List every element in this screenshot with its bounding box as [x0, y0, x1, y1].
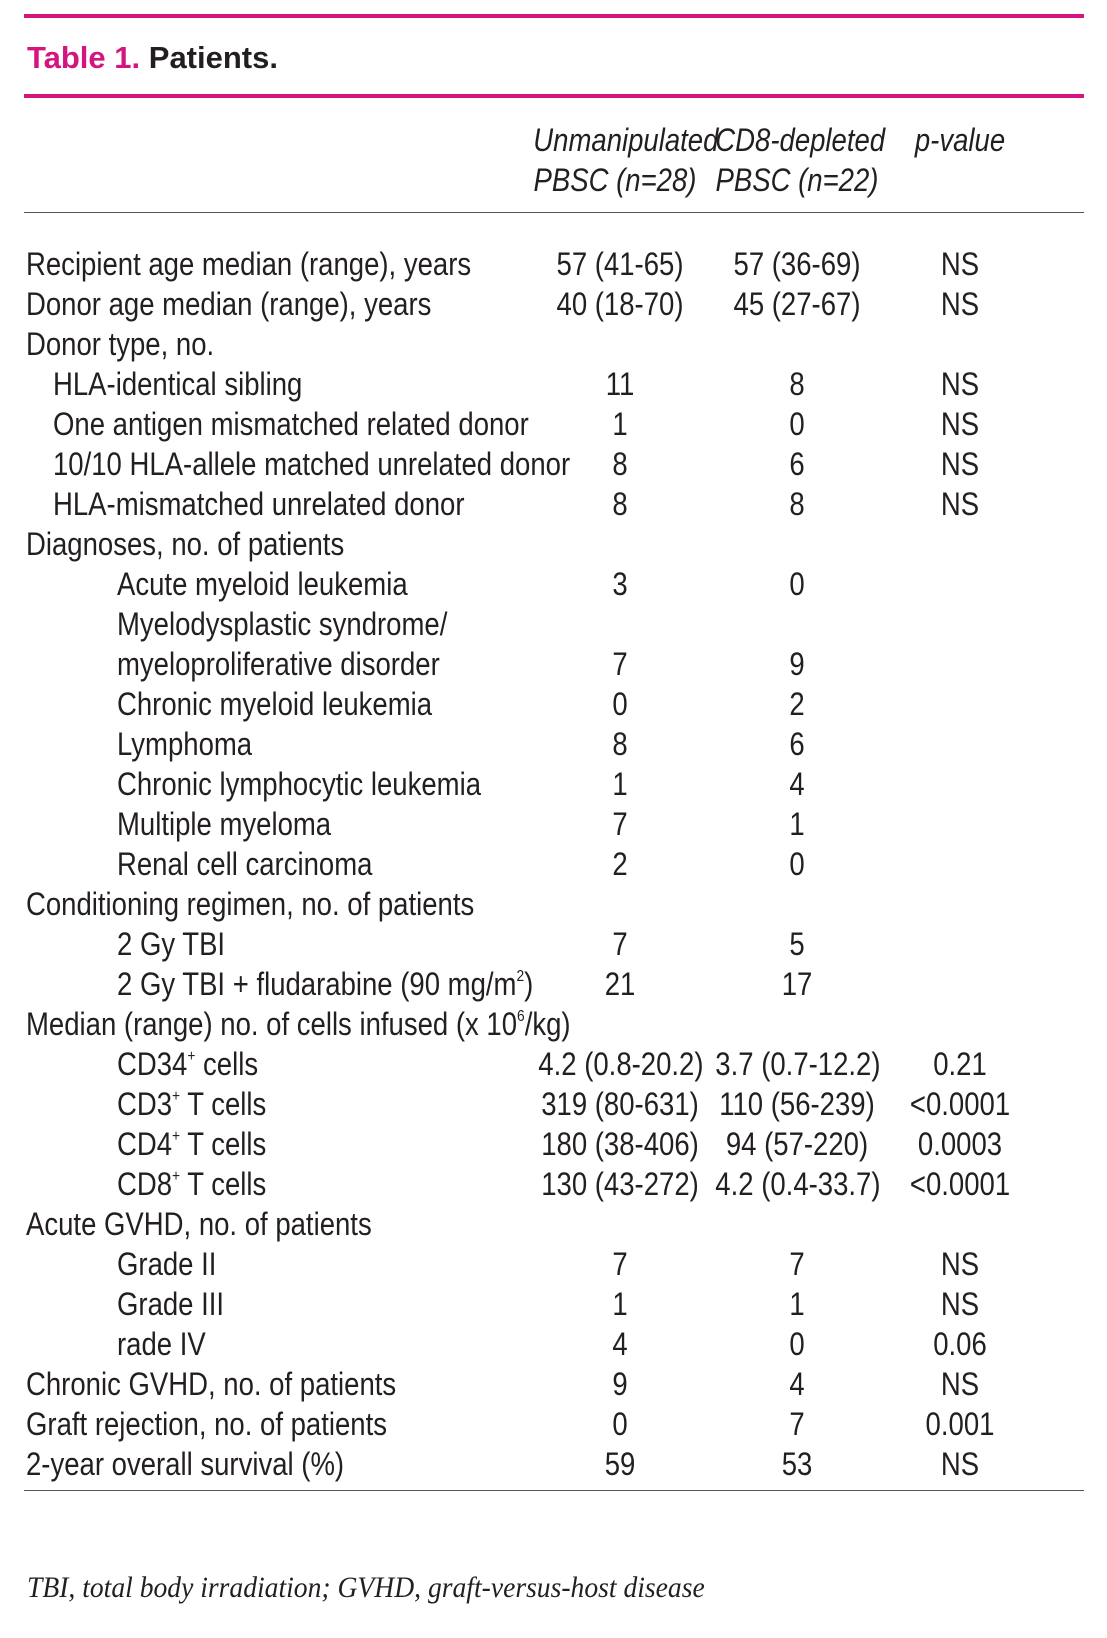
- unmanipulated-value: 11: [605, 366, 635, 402]
- cd8-depleted-value: 0: [789, 406, 805, 442]
- p-value: NS: [940, 246, 980, 282]
- table-row: [0, 524, 1107, 564]
- row-label: Diagnoses, no. of patients: [26, 526, 345, 562]
- column-header-p-value: p-value: [914, 122, 1006, 158]
- table-row: [0, 444, 1107, 484]
- unmanipulated-value: 9: [612, 1366, 628, 1402]
- superscript: +: [172, 1128, 181, 1145]
- row-label: Chronic myeloid leukemia: [117, 686, 433, 722]
- unmanipulated-value: 0: [612, 1406, 628, 1442]
- unmanipulated-value: 0: [612, 686, 628, 722]
- p-value: NS: [940, 1366, 980, 1402]
- row-label: CD8+ T cells: [117, 1166, 267, 1202]
- superscript: 6: [517, 1008, 525, 1025]
- row-label: Conditioning regimen, no. of patients: [26, 886, 475, 922]
- table-row: [0, 884, 1107, 924]
- row-label: 10/10 HLA-allele matched unrelated donor: [53, 446, 571, 482]
- table-row: [0, 1324, 1107, 1364]
- table-body: [0, 244, 1107, 1484]
- cd8-depleted-value: 5: [789, 926, 805, 962]
- table-row: [0, 1204, 1107, 1244]
- superscript: +: [172, 1088, 181, 1105]
- row-label: Renal cell carcinoma: [117, 846, 373, 882]
- row-label: HLA-mismatched unrelated donor: [53, 486, 465, 522]
- p-value: NS: [940, 1286, 980, 1322]
- table-row: [0, 284, 1107, 324]
- unmanipulated-value: 4: [612, 1326, 628, 1362]
- row-label: myeloproliferative disorder: [117, 646, 440, 682]
- row-label: Multiple myeloma: [117, 806, 332, 842]
- table-row: [0, 564, 1107, 604]
- row-label: rade IV: [117, 1326, 206, 1362]
- p-value: 0.21: [933, 1046, 987, 1082]
- bottom-rule: [24, 1490, 1084, 1491]
- column-header-cd8-depleted: CD8-depleted PBSC (n=22): [715, 122, 886, 198]
- cd8-depleted-value: 3.7 (0.7-12.2): [715, 1046, 881, 1082]
- table-row: [0, 644, 1107, 684]
- table-row: [0, 244, 1107, 284]
- table-row: [0, 1244, 1107, 1284]
- cd8-depleted-value: 17: [781, 966, 813, 1002]
- unmanipulated-value: 2: [612, 846, 628, 882]
- unmanipulated-value: 130 (43-272): [541, 1166, 699, 1202]
- cd8-depleted-value: 1: [789, 1286, 805, 1322]
- cd8-depleted-value: 0: [789, 846, 805, 882]
- table-row: [0, 844, 1107, 884]
- row-label: Chronic GVHD, no. of patients: [26, 1366, 397, 1402]
- top-rule: [24, 14, 1084, 18]
- cd8-depleted-value: 7: [789, 1406, 805, 1442]
- cd8-depleted-value: 110 (56-239): [719, 1086, 875, 1122]
- cd8-depleted-value: 4: [789, 1366, 805, 1402]
- footnote: TBI, total body irradiation; GVHD, graft-versus-host disease: [27, 1571, 705, 1604]
- table-row: [0, 1364, 1107, 1404]
- table-row: [0, 324, 1107, 364]
- row-label: 2-year overall survival (%): [26, 1446, 345, 1482]
- p-value: 0.001: [925, 1406, 995, 1442]
- cd8-depleted-value: 94 (57-220): [725, 1126, 869, 1162]
- unmanipulated-value: 4.2 (0.8-20.2): [538, 1046, 704, 1082]
- p-value: NS: [940, 1446, 980, 1482]
- table-row: [0, 924, 1107, 964]
- cd8-depleted-value: 8: [789, 366, 805, 402]
- superscript: +: [172, 1168, 181, 1185]
- row-label: Donor age median (range), years: [26, 286, 432, 322]
- table-row: [0, 1044, 1107, 1084]
- table-row: [0, 364, 1107, 404]
- unmanipulated-value: 7: [612, 1246, 628, 1282]
- row-label: Chronic lymphocytic leukemia: [117, 766, 482, 802]
- row-label: 2 Gy TBI + fludarabine (90 $mg/m^2$): [117, 966, 534, 1002]
- cd8-depleted-value: 8: [789, 486, 805, 522]
- unmanipulated-value: 40 (18-70): [556, 286, 684, 322]
- superscript: +: [187, 1048, 196, 1065]
- cd8-depleted-value: 6: [789, 726, 805, 762]
- table-row: [0, 1084, 1107, 1124]
- unmanipulated-value: 1: [612, 406, 628, 442]
- unmanipulated-value: 7: [612, 806, 628, 842]
- table-name: Patients.: [148, 40, 278, 75]
- p-value: <0.0001: [909, 1166, 1011, 1202]
- p-value: NS: [940, 406, 980, 442]
- row-label: Grade III: [117, 1286, 225, 1322]
- cd8-depleted-value: 9: [789, 646, 805, 682]
- unmanipulated-value: 59: [604, 1446, 636, 1482]
- title-rule: [24, 94, 1084, 98]
- unmanipulated-value: 7: [612, 646, 628, 682]
- cd8-depleted-value: 57 (36-69): [733, 246, 861, 282]
- column-header-unmanipulated: Unmanipulated PBSC (n=28): [533, 122, 719, 198]
- table-row: [0, 1284, 1107, 1324]
- cd8-depleted-value: 53: [781, 1446, 813, 1482]
- unmanipulated-value: 8: [612, 726, 628, 762]
- table-title: [27, 40, 278, 76]
- row-label: Acute myeloid leukemia: [117, 566, 408, 602]
- row-label: HLA-identical sibling: [53, 366, 303, 402]
- unmanipulated-value: 319 (80-631): [541, 1086, 699, 1122]
- cd8-depleted-value: 45 (27-67): [733, 286, 861, 322]
- p-value: NS: [940, 286, 980, 322]
- p-value: <0.0001: [909, 1086, 1011, 1122]
- row-label: Graft rejection, no. of patients: [26, 1406, 388, 1442]
- unmanipulated-value: 21: [604, 966, 636, 1002]
- unmanipulated-value: 180 (38-406): [541, 1126, 699, 1162]
- table-row: [0, 604, 1107, 644]
- row-label: Grade II: [117, 1246, 217, 1282]
- row-label: Donor type, no.: [26, 326, 215, 362]
- cd8-depleted-value: 2: [789, 686, 805, 722]
- row-label: CD34+ cells: [117, 1046, 259, 1082]
- cd8-depleted-value: 1: [789, 806, 805, 842]
- unmanipulated-value: 3: [612, 566, 628, 602]
- row-label: CD4+ T cells: [117, 1126, 267, 1162]
- p-value: 0.0003: [917, 1126, 1003, 1162]
- unmanipulated-value: 57 (41-65): [556, 246, 684, 282]
- table-row: [0, 404, 1107, 444]
- table-row: [0, 1164, 1107, 1204]
- cd8-depleted-value: 0: [789, 1326, 805, 1362]
- cd8-depleted-value: 7: [789, 1246, 805, 1282]
- unmanipulated-value: 1: [612, 1286, 628, 1322]
- table-row: [0, 684, 1107, 724]
- row-label: Myelodysplastic syndrome/: [117, 606, 448, 642]
- table-number: Table 1.: [27, 40, 141, 75]
- cd8-depleted-value: 4: [789, 766, 805, 802]
- row-label: Recipient age median (range), years: [26, 246, 472, 282]
- cd8-depleted-value: 4.2 (0.4-33.7): [715, 1166, 881, 1202]
- p-value: 0.06: [933, 1326, 987, 1362]
- p-value: NS: [940, 446, 980, 482]
- p-value: NS: [940, 1246, 980, 1282]
- p-value: NS: [940, 366, 980, 402]
- unmanipulated-value: 1: [612, 766, 628, 802]
- row-label: CD3+ T cells: [117, 1086, 267, 1122]
- table-row: [0, 1004, 1107, 1044]
- table-row: [0, 724, 1107, 764]
- table-row: [0, 1124, 1107, 1164]
- table-row: [0, 804, 1107, 844]
- table-row: [0, 764, 1107, 804]
- table-row: [0, 484, 1107, 524]
- superscript: 2: [516, 968, 525, 985]
- row-label: Median (range) no. of cells infused (x $10^6/kg$): [26, 1006, 571, 1042]
- table-row: [0, 1444, 1107, 1484]
- cd8-depleted-value: 0: [789, 566, 805, 602]
- unmanipulated-value: 8: [612, 486, 628, 522]
- table-row: [0, 1404, 1107, 1444]
- row-label: Lymphoma: [117, 726, 253, 762]
- cd8-depleted-value: 6: [789, 446, 805, 482]
- header-rule: [24, 212, 1084, 213]
- row-label: 2 Gy TBI: [117, 926, 226, 962]
- unmanipulated-value: 7: [612, 926, 628, 962]
- unmanipulated-value: 8: [612, 446, 628, 482]
- table-row: [0, 964, 1107, 1004]
- p-value: NS: [940, 486, 980, 522]
- row-label: Acute GVHD, no. of patients: [26, 1206, 372, 1242]
- row-label: One antigen mismatched related donor: [53, 406, 529, 442]
